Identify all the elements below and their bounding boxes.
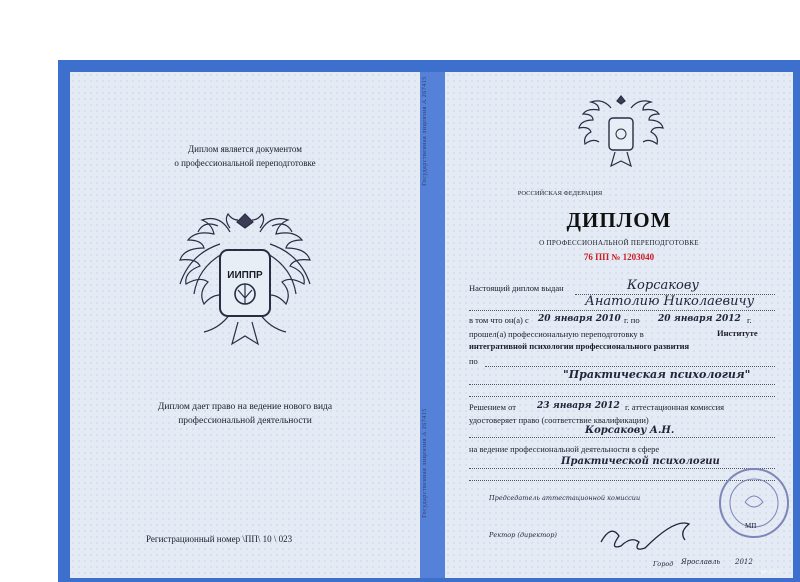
stamp-seal-icon — [715, 464, 793, 542]
signature-icon — [595, 512, 705, 560]
institute-line-2: интегративной психологии профессионального развития — [469, 341, 690, 351]
left-top-text-2: о профессиональной переподготовке — [174, 158, 316, 168]
city-name: Ярославль — [681, 558, 721, 566]
year: 2012 — [735, 558, 753, 566]
left-bottom-text-2: профессиональной деятельности — [178, 416, 312, 426]
decision-suffix: г. аттестационная комиссия — [625, 402, 725, 412]
program-line-2 — [469, 384, 775, 385]
program-line-3 — [469, 396, 775, 397]
date-to: 20 января 2012 — [658, 314, 741, 324]
period-suffix: г. — [747, 315, 752, 325]
program-prefix: по — [469, 356, 478, 366]
recipient-surname: Корсакову — [627, 278, 699, 293]
certifies-text: удостоверяет право (соответствие квалификации) — [469, 415, 649, 425]
period-prefix: в том что он(а) с — [469, 315, 529, 325]
left-bottom-text-1: Диплом дает право на ведение нового вида — [157, 402, 333, 412]
left-page — [70, 72, 420, 578]
diploma-cover — [58, 60, 800, 582]
field-of-activity: Практической психологии — [561, 456, 720, 467]
qualification-line — [469, 437, 775, 438]
institute-line-1: Институте — [717, 328, 758, 338]
country-label: РОССИЙСКАЯ ФЕДЕРАЦИЯ — [517, 190, 603, 197]
decision-date: 23 января 2012 — [537, 401, 620, 411]
qualified-person: Корсакову А.Н. — [585, 425, 675, 436]
left-top-text-1: Диплом является документом — [188, 144, 302, 154]
spine-license-bottom: Государственная лицензия А 267415 — [421, 408, 428, 518]
program-line-1 — [485, 366, 775, 367]
city-label: Город — [653, 560, 674, 568]
diploma-title: ДИПЛОМ — [566, 208, 672, 232]
chair-label: Председатель аттестационной комиссии — [489, 494, 641, 502]
registration-number: Регистрационный номер \ПП\ 10 \ 023 — [146, 534, 293, 544]
spine — [420, 72, 445, 578]
emblem-label: ИИППР — [227, 270, 263, 281]
recipient-name: Анатолию Николаевичу — [585, 294, 755, 309]
diploma-subtitle: О ПРОФЕССИОНАЛЬНОЙ ПЕРЕПОДГОТОВКЕ — [539, 239, 699, 247]
date-from: 20 января 2010 — [538, 314, 621, 324]
footer-code: РР 2012 — [761, 570, 780, 576]
period-mid: г. по — [624, 315, 640, 325]
rector-label: Ректор (директор) — [489, 531, 557, 539]
training-text: прошел(а) профессиональную переподготовку в — [469, 329, 644, 339]
seal-label: МП — [745, 522, 757, 530]
right-page — [445, 72, 793, 578]
diploma-number: 76 ПП № 1203040 — [583, 252, 655, 262]
decision-prefix: Решением от — [469, 402, 516, 412]
activity-text: на ведение профессиональной деятельности в сфере — [469, 444, 660, 454]
name-line — [469, 310, 775, 311]
coat-of-arms-icon — [575, 90, 667, 182]
issued-to-label: Настоящий диплом выдан — [469, 283, 564, 293]
program-name: "Практическая психология" — [563, 368, 751, 381]
spine-license-top: Государственная лицензия А 267415 — [421, 76, 428, 186]
